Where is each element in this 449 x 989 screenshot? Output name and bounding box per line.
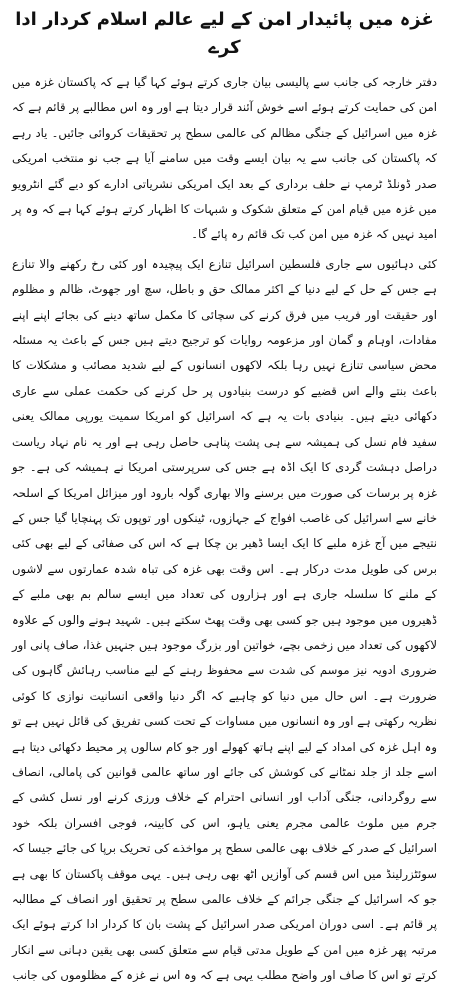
editorial-paragraph-2: کئی دہائیوں سے جاری فلسطین اسرائیل تنازع ایک پیچیدہ اور کئی رخ رکھنے والا تنازع ہے جس کے حل کے لیے دنیا کے اکثر ممالک حق و باطل، سچ اور جھوٹ، ظالم و مظلوم اور حقیقت اور فریب میں فرق کرنے کی سچائی کا مکمل ساتھ دینے کی بجائے اپنے اپنے مفادات، اوہام و گمان اور مزعومہ روایات کو ترجیح دیتے ہیں جس کے باعث یہ مسئلہ محض سیاسی تنازع نہیں رہا بلکہ لاکھوں انسانوں کے لیے شدید مصائب و مشکلات کا باعث بنتے والے اس قضیے کو درست بنیادوں پر حل کرنے کی حکمت عملی سے عاری دکھائی دیتے ہیں۔ بنیادی بات یہ ہے کہ اسرائیل کو امریکا سمیت یورپی ممالک یعنی سفید فام نسل کی ہمیشہ سے ہی پشت پناہی حاصل رہی ہے اور یہ نام نہاد ریاست دراصل دہشت گردی کا ایک اڈہ ہے جس کی سرپرستی امریکا نے ہمیشہ کی ہے۔ جو غزہ پر برسات کی صورت میں برسنے والا بھاری گولہ بارود اور میزائل امریکا کے اسلحہ خانے سے اسرائیل کی غاصب افواج کے جہازوں، ٹینکوں اور توپوں تک پہنچایا گیا جس کے نتیجے میں آج غزہ ملبے کا ایک ایسا ڈھیر بن چکا ہے کہ اس کی صفائی کے لیے بھی کئی برس کی طویل مدت درکار ہے۔ اس وقت بھی غزہ کی تباہ شدہ عمارتوں سے لاشوں کے ملنے کا سلسلہ جاری ہے اور ہزاروں کی تعداد میں ایسے سالم بم بھی ملبے کے ڈھیروں میں موجود ہیں جو کسی بھی وقت پھٹ سکتے ہیں۔ شہید ہونے والوں کے علاوہ لاکھوں کی تعداد میں زخمی بچے، خواتین اور بزرگ موجود ہیں جنہیں غذا، صاف پانی اور ضروری ادویہ نیز موسم کی شدت سے محفوظ رہنے کے لیے مناسب رہائش گاہوں کی ضرورت ہے۔ اس حال میں دنیا کو چاہیے کہ اگر دنیا واقعی انسانیت نوازی کا کوئی نظریہ رکھتی ہے اور وہ انسانوں میں مساوات کے تحت کسی تفریق کی قائل نہیں ہے تو وہ اہل غزہ کی امداد کے لیے اپنے ہاتھ کھولے اور جو کام سالوں پر محیط دکھائی دیتا ہے اسے جلد از جلد نمٹانے کی کوشش کی جائے اور ساتھ عالمی قوانین کی پامالی، انصاف سے روگردانی، جنگی آداب اور انسانی احترام کے خلاف ورزی کرنے اور نسل کشی کے جرم میں ملوث عالمی مجرم یعنی یاہو، اس کی کابینہ، فوجی افسران بلکہ خود اسرائیل کے صدر کے خلاف بھی عالمی سطح پر مواخذے کی تحریک برپا کی جائے جیسا کہ سوئٹزرلینڈ میں اس قسم کی آوازیں اٹھ بھی رہی ہیں۔ یہی موقف پاکستان کا بھی ہے جو کہ اسرائیل کے جنگی جرائم کے خلاف عالمی سطح پر تحقیق اور انصاف کے مطالبہ پر قائم ہے۔ اسی دوران امریکی صدر اسرائیل کے پشت بان کا کردار ادا کرتے ہوئے ایک مرتبہ پھر غزہ میں امن کے طویل مدتی قیام سے متعلق کسی بھی یقین دہانی سے انکار کرتے تو اس کا صاف اور واضح مطلب یہی ہے کہ وہ اس نے غزہ کے مظلوموں کی جانب [12, 256, 437, 983]
editorial-headline: غزہ میں پائیدار امن کے لیے عالم اسلام کردار ادا کرے [15, 9, 434, 58]
editorial-paragraph-1: دفتر خارجہ کی جانب سے پالیسی بیان جاری کرتے ہوئے کہا گیا ہے کہ پاکستان غزہ میں امن کی حمایت کرتے ہوئے اسے خوش آئند قرار دیتا ہے اور وہ اس مطالبے پر قائم ہے کہ غزہ میں اسرائیل کے جنگی مظالم کی عالمی سطح پر تحقیقات کروائی جائیں۔ یاد رہے کہ پاکستان کی جانب سے یہ بیان ایسے وقت میں سامنے آیا ہے جب نو منتخب امریکی صدر ڈونلڈ ٹرمپ نے حلف برداری کے بعد ایک امریکی نشریاتی ادارے کو دیے گئے انٹرویو میں غزہ میں قیام امن کے متعلق شکوک و شبہات کا اظہار کرتے ہوئے کہا ہے کہ وہ پر امید نہیں کہ غزہ میں امن کب تک قائم رہ پائے گا۔ [12, 75, 437, 242]
